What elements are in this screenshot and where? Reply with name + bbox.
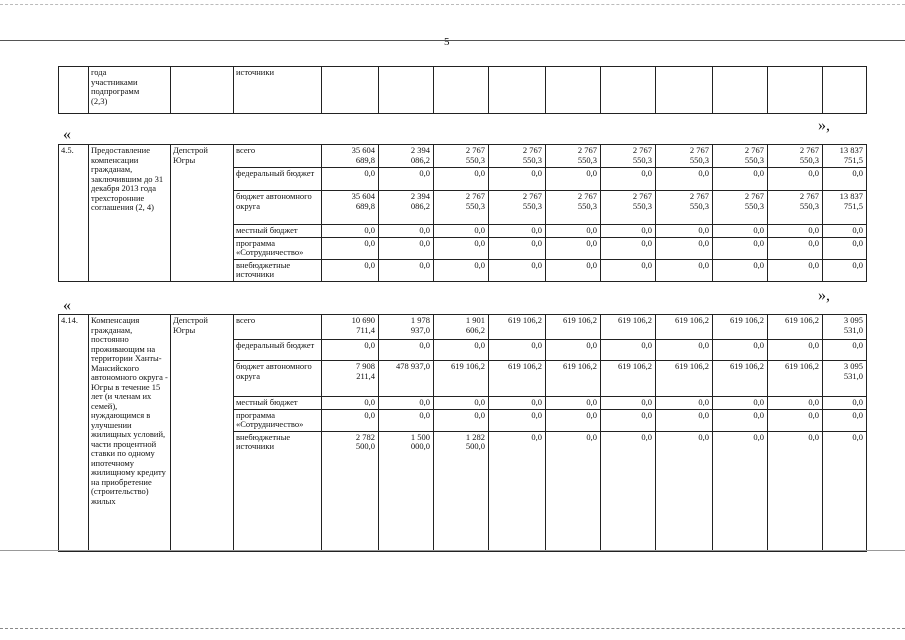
amount-cell: 0,0 <box>322 168 379 191</box>
executor: Депстрой Югры <box>171 315 234 552</box>
amount-cell: 0,0 <box>322 340 379 361</box>
item-number: 4.5. <box>59 145 89 282</box>
table-row <box>59 315 867 340</box>
amount-cell: 0,0 <box>379 225 434 238</box>
amount-cell: 0,0 <box>434 397 489 410</box>
section-4-5-table <box>58 144 867 282</box>
amount-cell: 0,0 <box>546 409 601 431</box>
amount-cell: 0,0 <box>489 431 546 551</box>
amount-cell: 2 767 550,3 <box>546 191 601 225</box>
amount-cell: 0,0 <box>322 259 379 281</box>
scan-edge-line <box>0 4 905 5</box>
table-row <box>59 145 867 168</box>
amount-cell: 0,0 <box>656 259 713 281</box>
amount-cell: 0,0 <box>489 168 546 191</box>
amount-cell: 1 282 500,0 <box>434 431 489 551</box>
amount-cell: 0,0 <box>489 259 546 281</box>
amount-cell: 2 767 550,3 <box>601 145 656 168</box>
amount-cell: 0,0 <box>823 409 867 431</box>
amount-cell: 0,0 <box>601 431 656 551</box>
funding-source: программа «Сотрудничество» <box>234 409 322 431</box>
amount-cell: 0,0 <box>823 237 867 259</box>
amount-cell: 2 767 550,3 <box>489 145 546 168</box>
amount-cell: 619 106,2 <box>434 361 489 397</box>
amount-cell: 2 394 086,2 <box>379 191 434 225</box>
amount-cell: 0,0 <box>656 431 713 551</box>
amount-cell: 0,0 <box>434 225 489 238</box>
amount-cell: 0,0 <box>601 237 656 259</box>
amount-cell: 0,0 <box>823 168 867 191</box>
measure-name: Предоставление компенсации гражданам, заключившим до 31 декабря 2013 года трехсторонние соглашения (2, 4) <box>89 145 171 282</box>
amount-cell: 0,0 <box>601 168 656 191</box>
funding-source: программа «Сотрудничество» <box>234 237 322 259</box>
amount-cell: 0,0 <box>489 409 546 431</box>
amount-cell: 0,0 <box>823 259 867 281</box>
amount-cell: 0,0 <box>768 259 823 281</box>
amount-cell: 0,0 <box>656 237 713 259</box>
bottom-scan-edge <box>0 628 905 629</box>
amount-cell: 0,0 <box>601 259 656 281</box>
amount-cell: 2 767 550,3 <box>434 191 489 225</box>
amount-cell: 619 106,2 <box>768 315 823 340</box>
amount-cell: 0,0 <box>546 225 601 238</box>
amount-cell: 619 106,2 <box>546 315 601 340</box>
amount-cell: 0,0 <box>823 431 867 551</box>
sources-cell: источники <box>234 67 322 114</box>
amount-cell: 0,0 <box>322 237 379 259</box>
funding-source: бюджет автономного округа <box>234 361 322 397</box>
program-participants-cell: года участниками подпрограмм (2,3) <box>89 67 171 114</box>
amount-cell: 2 767 550,3 <box>434 145 489 168</box>
amount-cell: 0,0 <box>546 340 601 361</box>
amount-cell: 0,0 <box>656 340 713 361</box>
amount-cell: 0,0 <box>546 431 601 551</box>
amount-cell: 0,0 <box>489 397 546 410</box>
header-rule <box>0 40 905 41</box>
funding-source: местный бюджет <box>234 397 322 410</box>
amount-cell: 1 901 606,2 <box>434 315 489 340</box>
amount-cell: 7 908 211,4 <box>322 361 379 397</box>
amount-cell: 619 106,2 <box>656 315 713 340</box>
amount-cell: 13 837 751,5 <box>823 145 867 168</box>
amount-cell: 2 767 550,3 <box>768 191 823 225</box>
amount-cell: 0,0 <box>768 397 823 410</box>
page-number: 5 <box>444 36 450 48</box>
amount-cell: 0,0 <box>546 168 601 191</box>
amount-cell: 0,0 <box>713 409 768 431</box>
scan-artifact-line <box>0 550 905 551</box>
amount-cell: 2 767 550,3 <box>656 145 713 168</box>
amount-cell: 0,0 <box>713 397 768 410</box>
amount-cell: 1 500 000,0 <box>379 431 434 551</box>
amount-cell: 619 106,2 <box>489 315 546 340</box>
amount-cell: 619 106,2 <box>656 361 713 397</box>
amount-cell: 619 106,2 <box>601 361 656 397</box>
quote-open-1: « <box>63 126 71 143</box>
amount-cell: 0,0 <box>768 431 823 551</box>
amount-cell: 0,0 <box>489 225 546 238</box>
amount-cell: 0,0 <box>601 397 656 410</box>
amount-cell: 619 106,2 <box>713 361 768 397</box>
amount-cell: 0,0 <box>379 397 434 410</box>
amount-cell: 0,0 <box>768 225 823 238</box>
executor: Депстрой Югры <box>171 145 234 282</box>
amount-cell: 0,0 <box>379 409 434 431</box>
amount-cell: 0,0 <box>713 259 768 281</box>
quote-open-2: « <box>63 297 71 314</box>
amount-cell: 0,0 <box>768 168 823 191</box>
amount-cell: 0,0 <box>489 340 546 361</box>
amount-cell: 0,0 <box>434 168 489 191</box>
amount-cell: 619 106,2 <box>713 315 768 340</box>
amount-cell: 0,0 <box>656 397 713 410</box>
amount-cell: 0,0 <box>322 409 379 431</box>
amount-cell: 10 690 711,4 <box>322 315 379 340</box>
amount-cell: 0,0 <box>546 237 601 259</box>
amount-cell: 2 767 550,3 <box>768 145 823 168</box>
amount-cell: 2 782 500,0 <box>322 431 379 551</box>
amount-cell: 0,0 <box>322 397 379 410</box>
amount-cell: 2 394 086,2 <box>379 145 434 168</box>
funding-source: всего <box>234 315 322 340</box>
amount-cell: 3 095 531,0 <box>823 315 867 340</box>
amount-cell: 0,0 <box>489 237 546 259</box>
amount-cell: 2 767 550,3 <box>601 191 656 225</box>
amount-cell: 0,0 <box>546 397 601 410</box>
amount-cell: 1 978 937,0 <box>379 315 434 340</box>
quote-close-1: », <box>818 117 830 134</box>
amount-cell: 619 106,2 <box>546 361 601 397</box>
amount-cell: 0,0 <box>713 431 768 551</box>
amount-cell: 0,0 <box>601 340 656 361</box>
amount-cell: 35 604 689,8 <box>322 145 379 168</box>
funding-source: всего <box>234 145 322 168</box>
amount-cell: 0,0 <box>546 259 601 281</box>
amount-cell: 619 106,2 <box>768 361 823 397</box>
amount-cell: 0,0 <box>434 340 489 361</box>
funding-source: внебюджетные источники <box>234 259 322 281</box>
measure-name: Компенсация гражданам, постоянно проживающим на территории Ханты-Мансийского автономного округа - Югры в течение 15 лет (и членам их семей), нуждающимся в улучшении жилищных условий, части процентной ставки по одному ипотечному жилищному кредиту на приобретение (строительство) жилых <box>89 315 171 552</box>
amount-cell: 0,0 <box>713 225 768 238</box>
amount-cell: 0,0 <box>713 340 768 361</box>
amount-cell: 0,0 <box>434 409 489 431</box>
amount-cell: 0,0 <box>379 237 434 259</box>
amount-cell: 619 106,2 <box>601 315 656 340</box>
amount-cell: 0,0 <box>768 340 823 361</box>
continuation-table <box>58 66 867 114</box>
section-4-14-table <box>58 314 867 552</box>
amount-cell: 0,0 <box>823 225 867 238</box>
amount-cell: 0,0 <box>768 409 823 431</box>
amount-cell: 0,0 <box>823 397 867 410</box>
amount-cell: 0,0 <box>768 237 823 259</box>
amount-cell: 0,0 <box>656 168 713 191</box>
empty-cell <box>59 67 89 114</box>
funding-source: внебюджетные источники <box>234 431 322 551</box>
funding-source: местный бюджет <box>234 225 322 238</box>
funding-source: федеральный бюджет <box>234 168 322 191</box>
amount-cell: 0,0 <box>601 409 656 431</box>
amount-cell: 2 767 550,3 <box>713 145 768 168</box>
amount-cell: 2 767 550,3 <box>713 191 768 225</box>
empty-cell <box>171 67 234 114</box>
amount-cell: 2 767 550,3 <box>546 145 601 168</box>
amount-cell: 3 095 531,0 <box>823 361 867 397</box>
quote-close-2: », <box>818 287 830 304</box>
amount-cell: 0,0 <box>656 225 713 238</box>
amount-cell: 2 767 550,3 <box>489 191 546 225</box>
amount-cell: 0,0 <box>601 225 656 238</box>
amount-cell: 0,0 <box>434 259 489 281</box>
amount-cell: 619 106,2 <box>489 361 546 397</box>
funding-source: бюджет автономного округа <box>234 191 322 225</box>
amount-cell: 0,0 <box>713 237 768 259</box>
amount-cell: 13 837 751,5 <box>823 191 867 225</box>
funding-source: федеральный бюджет <box>234 340 322 361</box>
amount-cell: 2 767 550,3 <box>656 191 713 225</box>
amount-cell: 478 937,0 <box>379 361 434 397</box>
amount-cell: 0,0 <box>656 409 713 431</box>
amount-cell: 0,0 <box>713 168 768 191</box>
amount-cell: 0,0 <box>379 340 434 361</box>
amount-cell: 0,0 <box>322 225 379 238</box>
amount-cell: 0,0 <box>823 340 867 361</box>
amount-cell: 0,0 <box>379 259 434 281</box>
amount-cell: 35 604 689,8 <box>322 191 379 225</box>
item-number: 4.14. <box>59 315 89 552</box>
amount-cell: 0,0 <box>434 237 489 259</box>
amount-cell: 0,0 <box>379 168 434 191</box>
